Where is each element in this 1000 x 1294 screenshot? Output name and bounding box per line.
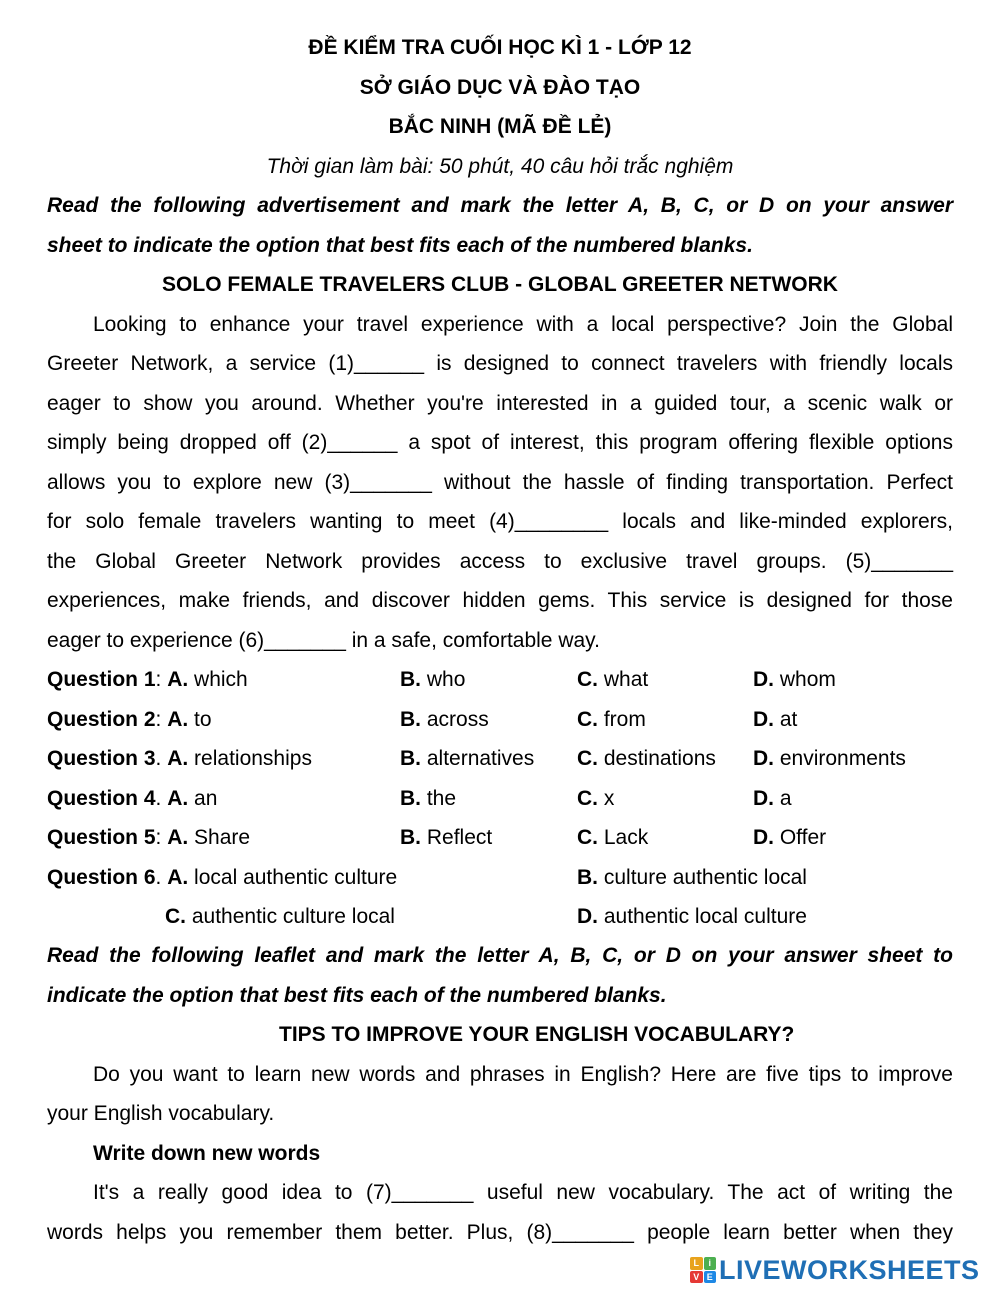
option-d[interactable]: D. a — [753, 787, 792, 810]
option-a[interactable]: local authentic culture — [194, 866, 398, 889]
option-c[interactable]: C. Lack — [577, 826, 649, 849]
option-a[interactable]: which — [194, 668, 248, 691]
passage-line: allows you to explore new (3)_______ without the hassle of finding transportation. Perfect — [47, 471, 953, 494]
passage-line: Greeter Network, a service (1)______ is designed to connect travelers with friendly locals — [47, 352, 953, 375]
section2-title: TIPS TO IMPROVE YOUR ENGLISH VOCABULARY? — [279, 1023, 795, 1046]
passage-line: simply being dropped off (2)______ a spot of interest, this program offering flexible options — [47, 431, 953, 454]
option-c[interactable]: C. destinations — [577, 747, 716, 770]
option-b[interactable]: B. Reflect — [400, 826, 493, 849]
subheading: Write down new words — [93, 1142, 321, 1165]
section1-instruction-line2: sheet to indicate the option that best fits each of the numbered blanks. — [47, 234, 753, 257]
question-label: Question 5: A. Share — [47, 826, 251, 849]
department-name: SỞ GIÁO DỤC VÀ ĐÀO TẠO — [359, 76, 641, 99]
passage-line: Looking to enhance your travel experience with a local perspective? Join the Global — [93, 313, 953, 336]
option-d[interactable]: D. at — [753, 708, 798, 731]
exam-title: ĐỀ KIỂM TRA CUỐI HỌC KÌ 1 - LỚP 12 — [308, 36, 692, 59]
section1-title: SOLO FEMALE TRAVELERS CLUB - GLOBAL GREETER NETWORK — [162, 273, 838, 296]
option-b[interactable]: B. culture authentic local — [577, 866, 807, 889]
section2-instruction-line1: Read the following leaflet and mark the letter A, B, C, or D on your answer sheet to — [47, 944, 953, 967]
question-label: Question 2: A. to — [47, 708, 212, 731]
option-d[interactable]: D. environments — [753, 747, 906, 770]
option-c[interactable]: C. from — [577, 708, 646, 731]
option-d[interactable]: D. authentic local culture — [577, 905, 807, 928]
option-a[interactable]: an — [194, 787, 218, 810]
time-info: Thời gian làm bài: 50 phút, 40 câu hỏi trắc nghiệm — [266, 155, 734, 178]
option-c[interactable]: C. x — [577, 787, 615, 810]
option-d[interactable]: D. whom — [753, 668, 836, 691]
option-b[interactable]: B. across — [400, 708, 489, 731]
option-a[interactable]: to — [194, 708, 212, 731]
province-code: BẮC NINH (MÃ ĐỀ LẺ) — [388, 115, 612, 138]
option-c[interactable]: C. authentic culture local — [165, 905, 395, 928]
liveworksheets-badge-icon: L i V E — [690, 1257, 716, 1283]
option-b[interactable]: B. alternatives — [400, 747, 535, 770]
passage-line: eager to show you around. Whether you're interested in a guided tour, a scenic walk or — [47, 392, 953, 415]
question-label: Question 3. A. relationships — [47, 747, 312, 770]
option-b[interactable]: B. who — [400, 668, 466, 691]
passage-line: eager to experience (6)_______ in a safe, comfortable way. — [47, 629, 600, 652]
option-d[interactable]: D. Offer — [753, 826, 827, 849]
question-label: Question 6. A. local authentic culture — [47, 866, 398, 889]
passage-line: the Global Greeter Network provides access to exclusive travel groups. (5)_______ — [47, 550, 953, 573]
passage-line: experiences, make friends, and discover hidden gems. This service is designed for those — [47, 589, 953, 612]
option-b[interactable]: B. the — [400, 787, 457, 810]
section2-instruction-line2: indicate the option that best fits each of the numbered blanks. — [47, 984, 667, 1007]
intro-line: your English vocabulary. — [47, 1102, 275, 1125]
option-c[interactable]: C. what — [577, 668, 649, 691]
passage-line: for solo female travelers wanting to meet (4)________ locals and like-minded explorers, — [47, 510, 953, 533]
intro-line: Do you want to learn new words and phrases in English? Here are five tips to improve — [93, 1063, 953, 1086]
paragraph-line: It's a really good idea to (7)_______ useful new vocabulary. The act of writing the — [93, 1181, 953, 1204]
paragraph-line: words helps you remember them better. Plus, (8)_______ people learn better when they — [47, 1221, 953, 1244]
liveworksheets-logo-text: LIVEWORKSHEETS — [719, 1254, 980, 1285]
question-label: Question 1: A. which — [47, 668, 248, 691]
option-a[interactable]: relationships — [194, 747, 312, 770]
liveworksheets-logo[interactable] — [690, 1255, 980, 1285]
option-a[interactable]: Share — [194, 826, 251, 849]
question-label: Question 4. A. an — [47, 787, 218, 810]
section1-instruction-line1: Read the following advertisement and mark the letter A, B, C, or D on your answer — [47, 194, 953, 217]
